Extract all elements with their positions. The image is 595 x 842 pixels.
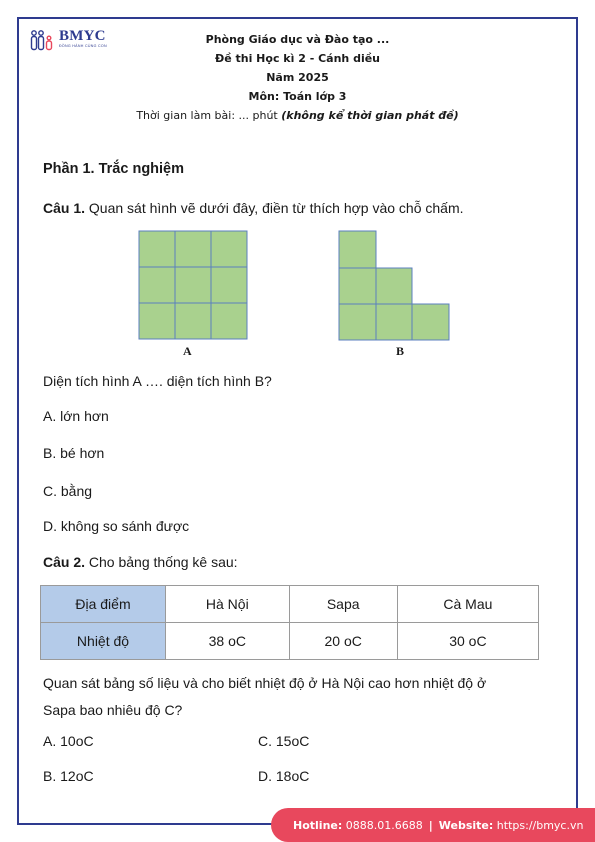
- section-title: Phần 1. Trắc nghiệm: [43, 161, 185, 177]
- logo-tagline: ĐỒNG HÀNH CÙNG CON: [59, 44, 107, 48]
- footer-banner: [271, 808, 595, 842]
- footer-separator: |: [428, 818, 433, 832]
- header-time: [0, 106, 595, 125]
- table-cell: Cà Mau: [397, 586, 538, 623]
- figure-b-staircase: [338, 230, 452, 342]
- footer-website-link[interactable]: https://bmyc.vn: [496, 818, 584, 832]
- question-2-line-2: Sapa bao nhiêu độ C?: [43, 702, 183, 718]
- question-2-option-b: B. 12oC: [43, 768, 94, 784]
- table-cell: 38 oC: [166, 623, 290, 660]
- question-1-text: Quan sát hình vẽ dưới đây, điền từ thích hợp vào chỗ chấm.: [85, 200, 464, 216]
- figure-a-label: A: [183, 344, 192, 358]
- header-year: Năm 2025: [266, 71, 329, 84]
- question-2-text: Cho bảng thống kê sau:: [85, 554, 238, 570]
- question-2-label: Câu 2.: [43, 554, 86, 570]
- table-row: [41, 623, 539, 660]
- figure-a-grid: [138, 230, 250, 342]
- footer-website-label: Website:: [438, 818, 494, 832]
- question-2-option-d: D. 18oC: [258, 768, 310, 784]
- logo-brand: BMYC: [59, 28, 106, 44]
- figure-b-label: B: [396, 344, 405, 358]
- question-2-option-c: C. 15oC: [258, 733, 310, 749]
- question-1-option-a: A. lớn hơn: [43, 408, 109, 424]
- table-cell: Địa điểm: [41, 586, 166, 623]
- question-2: [43, 554, 238, 570]
- table-cell: 20 oC: [289, 623, 397, 660]
- header-time-text: Thời gian làm bài: ... phút: [136, 109, 282, 122]
- table-cell: Hà Nội: [166, 586, 290, 623]
- question-1: [43, 200, 464, 216]
- question-2-line-1: Quan sát bảng số liệu và cho biết nhiệt độ ở Hà Nội cao hơn nhiệt độ ở: [43, 675, 487, 691]
- header-time-note: (không kể thời gian phát đề): [281, 109, 459, 122]
- question-2-option-a: A. 10oC: [43, 733, 94, 749]
- question-1-option-b: B. bé hơn: [43, 445, 105, 461]
- table-row: [41, 586, 539, 623]
- question-1-option-d: D. không so sánh được: [43, 518, 190, 534]
- footer-hotline[interactable]: 0888.01.6688: [345, 818, 423, 832]
- header-exam-title: Đề thi Học kì 2 - Cánh diều: [214, 52, 381, 65]
- table-cell: 30 oC: [397, 623, 538, 660]
- temperature-table: [40, 585, 539, 660]
- header-department: Phòng Giáo dục và Đào tạo ...: [205, 33, 390, 46]
- question-1-label: Câu 1.: [43, 200, 86, 216]
- exam-header: [0, 30, 595, 125]
- footer-hotline-label: Hotline:: [293, 818, 343, 832]
- table-cell: Sapa: [289, 586, 397, 623]
- question-1-prompt: Diện tích hình A …. diện tích hình B?: [43, 373, 272, 389]
- table-cell: Nhiệt độ: [41, 623, 166, 660]
- header-subject: Môn: Toán lớp 3: [248, 90, 347, 103]
- question-1-option-c: C. bằng: [43, 483, 93, 499]
